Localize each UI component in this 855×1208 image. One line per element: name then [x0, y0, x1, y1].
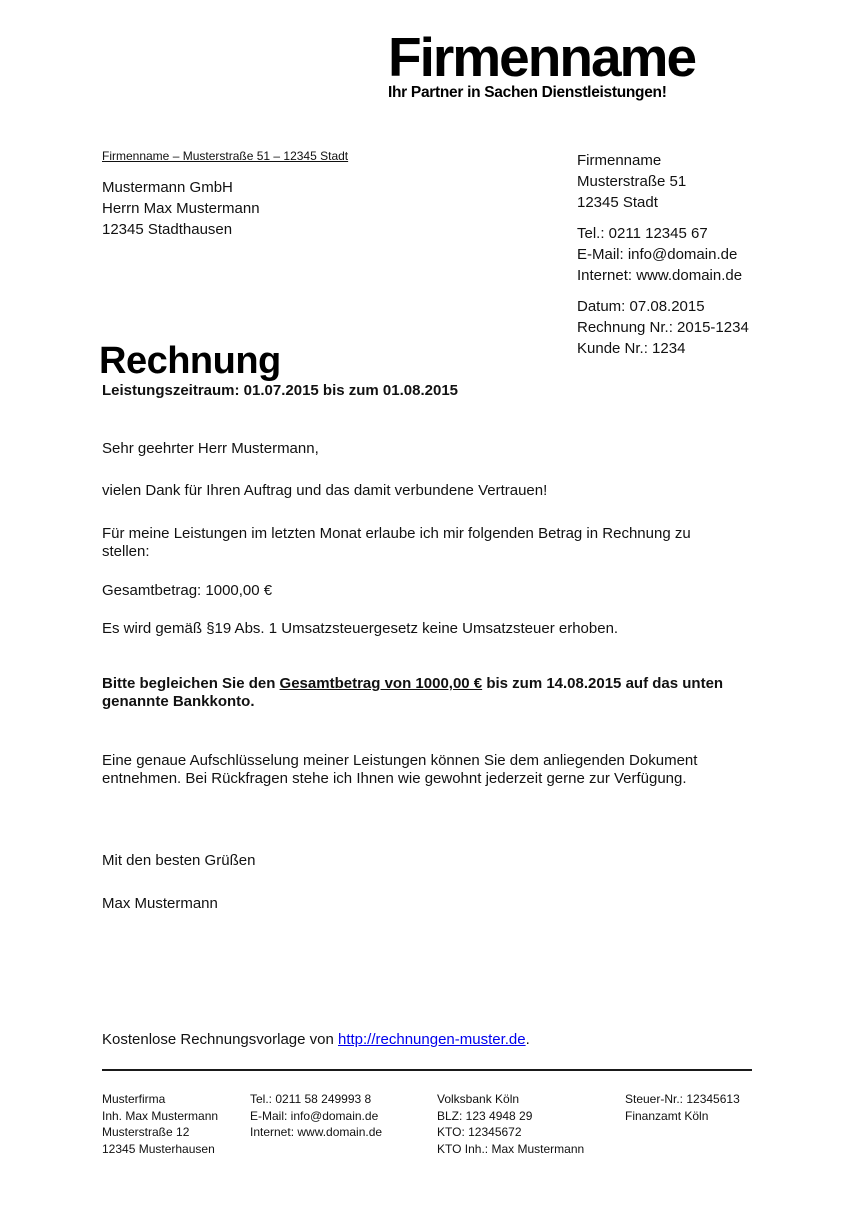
footer: [102, 1091, 762, 1171]
sender-return-address: Firmenname – Musterstraße 51 – 12345 Stadt: [102, 149, 349, 163]
footer-tax-column: [625, 1091, 740, 1124]
footer-bank-blz: BLZ: 123 4948 29: [437, 1108, 533, 1123]
footer-bank-holder: KTO Inh.: Max Mustermann: [437, 1141, 585, 1156]
payment-request: [102, 675, 757, 711]
invoice-date: Datum: 07.08.2015: [577, 298, 705, 315]
recipient-address: [102, 177, 260, 240]
company-contact-group: [577, 223, 749, 286]
closing-line: Mit den besten Grüßen: [102, 852, 256, 869]
invoice-meta-group: [577, 296, 749, 359]
footer-bank-name: Volksbank Köln: [437, 1092, 520, 1106]
footer-bank-column: [437, 1091, 584, 1157]
company-phone: Tel.: 0211 12345 67: [577, 225, 708, 242]
recipient-city: 12345 Stadthausen: [102, 221, 233, 238]
company-email: E-Mail: info@domain.de: [577, 246, 738, 263]
footer-divider: [102, 1069, 752, 1071]
company-logo: Firmenname: [388, 26, 696, 88]
invoice-number: Rechnung Nr.: 2015-1234: [577, 319, 749, 336]
company-website: Internet: www.domain.de: [577, 267, 743, 284]
template-credit-line: [102, 1031, 530, 1048]
tax-note: Es wird gemäß §19 Abs. 1 Umsatzsteuergesetz keine Umsatzsteuer erhoben.: [102, 620, 619, 637]
company-name: Firmenname: [577, 152, 662, 169]
signature-name: Max Mustermann: [102, 895, 218, 912]
service-period: Leistungszeitraum: 01.07.2015 bis zum 01.08.2015: [102, 382, 459, 399]
page-title: Rechnung: [99, 340, 281, 382]
company-street: Musterstraße 51: [577, 173, 687, 190]
footer-bank-account: KTO: 12345672: [437, 1125, 522, 1139]
footer-phone: Tel.: 0211 58 249993 8: [250, 1092, 372, 1106]
company-info-block: [577, 150, 749, 359]
recipient-name: Herrn Max Mustermann: [102, 200, 260, 217]
thanks-paragraph: vielen Dank für Ihren Auftrag und das damit verbundene Vertrauen!: [102, 482, 548, 499]
company-address-group: [577, 150, 749, 213]
total-amount: Gesamtbetrag: 1000,00 €: [102, 582, 273, 599]
customer-number: Kunde Nr.: 1234: [577, 340, 686, 357]
intro-paragraph: Für meine Leistungen im letzten Monat erlaube ich mir folgenden Betrag in Rechnung zu stellen:: [102, 525, 691, 560]
details-paragraph: Eine genaue Aufschlüsselung meiner Leistungen können Sie dem anliegenden Dokument entnehmen. Bei Rückfragen stehe ich Ihnen wie gewohnt jederzeit gerne zur Verfügung.: [102, 752, 698, 787]
footer-company-city: 12345 Musterhausen: [102, 1141, 215, 1156]
payment-request-prefix: Bitte begleichen Sie den: [102, 675, 280, 692]
footer-company-column: [102, 1091, 218, 1157]
payment-request-suffix: bis zum 14.08.2015 auf das unten genannte Bankkonto.: [102, 675, 724, 710]
footer-email: E-Mail: info@domain.de: [250, 1108, 379, 1123]
payment-amount-underlined: Gesamtbetrag von 1000,00 €: [279, 675, 483, 692]
template-link[interactable]: http://rechnungen-muster.de: [338, 1031, 526, 1048]
footer-company-name: Musterfirma: [102, 1092, 166, 1106]
footer-tax-office: Finanzamt Köln: [625, 1108, 709, 1123]
credit-prefix: Kostenlose Rechnungsvorlage von: [102, 1031, 338, 1048]
footer-website: Internet: www.domain.de: [250, 1125, 383, 1139]
footer-company-street: Musterstraße 12: [102, 1125, 190, 1139]
footer-tax-number: Steuer-Nr.: 12345613: [625, 1092, 740, 1106]
company-city: 12345 Stadt: [577, 194, 658, 211]
recipient-company: Mustermann GmbH: [102, 179, 233, 196]
footer-contact-column: [250, 1091, 382, 1141]
footer-company-owner: Inh. Max Mustermann: [102, 1108, 219, 1123]
salutation: Sehr geehrter Herr Mustermann,: [102, 440, 319, 457]
credit-suffix: .: [525, 1031, 530, 1048]
logo-tagline: Ihr Partner in Sachen Dienstleistungen!: [388, 84, 667, 101]
company-logo-block: [388, 28, 778, 102]
